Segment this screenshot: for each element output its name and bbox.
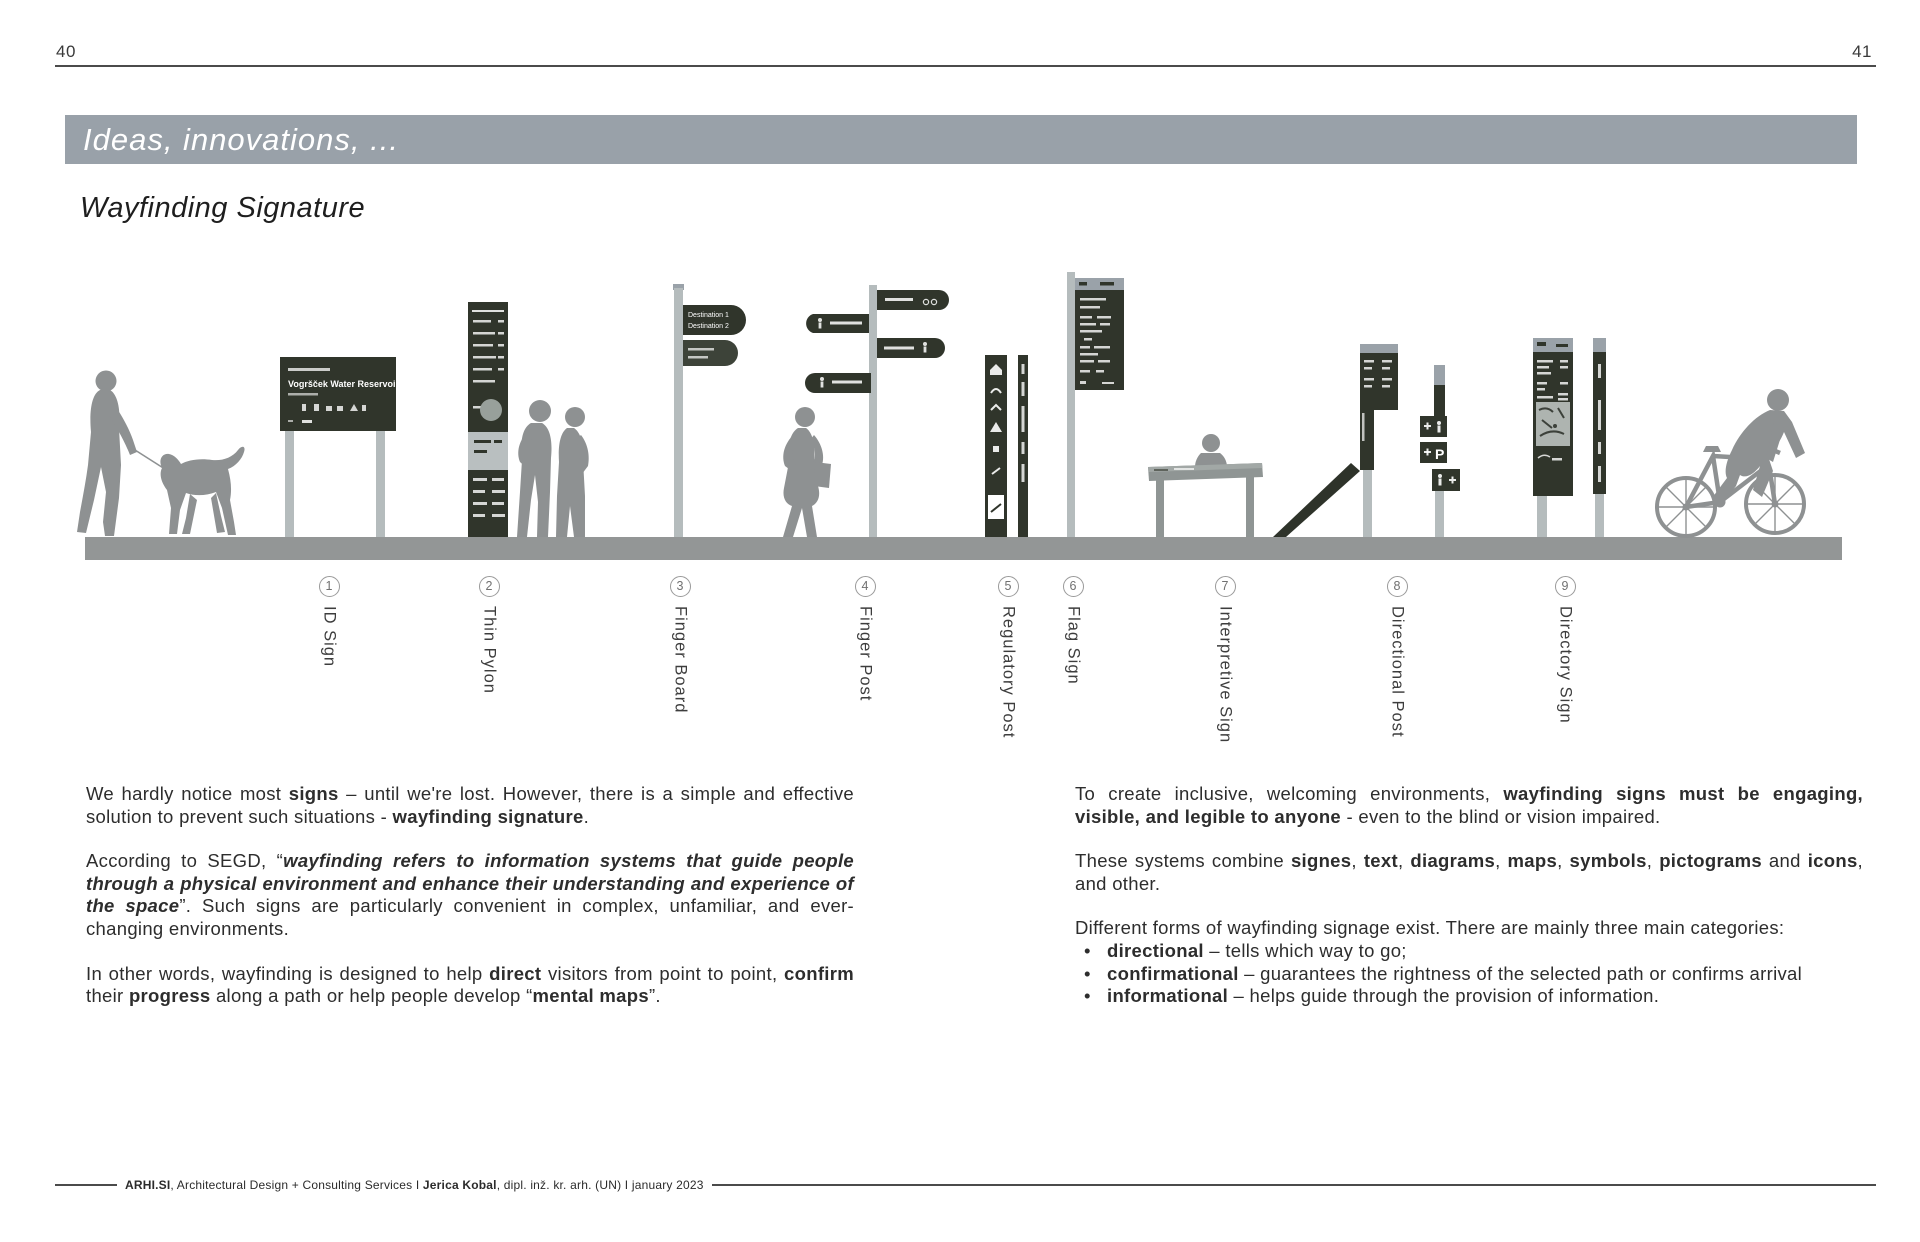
list-item: • directional – tells which way to go; [1084, 939, 1407, 961]
diagram-label-text: Flag Sign [1064, 606, 1083, 685]
diagram-label-text: ID Sign [320, 606, 339, 668]
finger-board-line2: Destination 2 [688, 323, 729, 330]
ground-strip [85, 537, 1842, 560]
finger-board [673, 284, 746, 537]
bullet-marker: • [1084, 985, 1091, 1007]
cyclist-silhouette [1657, 389, 1805, 536]
directory-sign [1533, 338, 1606, 537]
paragraph: We hardly notice most signs – until we're lost. However, there is a simple and effective solution to prevent such situations - wayfinding signature. [86, 783, 854, 827]
paragraph: To create inclusive, welcoming environments, wayfinding signs must be engaging, visible, and legible to anyone - even to the blind or vision impaired. [1075, 783, 1863, 827]
woman-silhouette [783, 407, 831, 537]
couple-silhouette [517, 400, 589, 537]
footer-rule-right [712, 1184, 1876, 1186]
paragraph: Different forms of wayfinding signage exist. There are mainly three main categories: [1075, 917, 1785, 939]
paragraph: According to SEGD, “wayfinding refers to information systems that guide people through a physical environment and enhance their understanding and experience of the space”. Such signs are particularly convenient in complex, unfamiliar, and ever-changing environments. [86, 850, 855, 939]
id-sign [280, 357, 400, 537]
angled-panel [1273, 463, 1360, 537]
page-number-left: 40 [56, 42, 76, 61]
number-badge: 5 [998, 576, 1019, 597]
directional-post [1360, 344, 1460, 537]
wayfinding-illustration [70, 260, 1870, 560]
number-badge: 2 [479, 576, 500, 597]
square-icon [993, 446, 999, 452]
number-badge: 8 [1387, 576, 1408, 597]
category-list [1075, 940, 1863, 1008]
list-item: • informational – helps guide through the provision of information. [1084, 985, 1660, 1007]
right-text-column [1075, 783, 1863, 1008]
number-badge: 4 [855, 576, 876, 597]
header-rule [55, 65, 1876, 67]
diagram-label-flag-sign [1060, 576, 1086, 685]
paragraph: In other words, wayfinding is designed to help direct visitors from point to point, confirm their progress along a path or help people develop “mental maps”. [86, 962, 854, 1007]
footer-credit: ARHI.SI, Architectural Design + Consulting Services I Jerica Kobal, dipl. inž. kr. arh. (UN) I january 2023 [125, 1178, 704, 1192]
diagram-label-id-sign [316, 576, 342, 667]
list-item: • confirmational – guarantees the rightness of the selected path or confirms arrival [1084, 962, 1803, 984]
chapter-banner [65, 115, 1857, 164]
wayfinding-illustration-svg [70, 260, 1870, 560]
diagram-label-directory-sign [1552, 576, 1578, 724]
number-badge: 9 [1555, 576, 1576, 597]
number-badge: 1 [319, 576, 340, 597]
regulatory-post [985, 355, 1028, 537]
footer-rule-left [55, 1184, 117, 1186]
diagram-label-text: Directory Sign [1556, 606, 1575, 724]
diagram-label-regulatory-post [995, 576, 1021, 738]
diagram-label-interpretive-sign [1212, 576, 1238, 743]
diagram-label-thin-pylon [476, 576, 502, 694]
person-with-dog-silhouette [77, 371, 245, 537]
bike-seat [1703, 446, 1721, 452]
parking-label: P [1435, 446, 1445, 462]
diagram-label-directional-post [1384, 576, 1410, 738]
diagram-label-finger-board [667, 576, 693, 713]
number-badge: 3 [670, 576, 691, 597]
diagram-label-text: Finger Board [671, 606, 690, 714]
page-number-right: 41 [1852, 42, 1872, 61]
left-text-column [86, 783, 854, 1030]
diagram-label-text: Regulatory Post [999, 606, 1018, 739]
diagram-label-text: Interpretive Sign [1216, 606, 1235, 744]
diagram-label-text: Thin Pylon [480, 606, 499, 694]
thin-pylon [468, 302, 508, 537]
paragraph: These systems combine signes, text, diagrams, maps, symbols, pictograms and icons, and other. [1075, 850, 1863, 894]
flag-sign [1067, 272, 1124, 537]
id-sign-subtitle-bar [288, 368, 330, 371]
page-title: Wayfinding Signature [80, 192, 366, 224]
diagram-label-finger-post [852, 576, 878, 701]
diagram-label-text: Directional Post [1388, 606, 1407, 738]
number-badge: 7 [1215, 576, 1236, 597]
id-sign-title: Vogršček Water Reservoir [288, 379, 400, 389]
diagram-label-text: Finger Post [856, 606, 875, 702]
chapter-banner-title: Ideas, innovations, ... [83, 121, 399, 157]
bullet-marker: • [1084, 939, 1091, 961]
bullet-marker: • [1084, 962, 1091, 984]
interpretive-sign [1148, 434, 1360, 537]
number-badge: 6 [1063, 576, 1084, 597]
finger-post [805, 285, 949, 537]
finger-board-line1: Destination 1 [688, 312, 729, 319]
thin-pylon-map-circle [480, 399, 502, 421]
footer [55, 1178, 1876, 1192]
